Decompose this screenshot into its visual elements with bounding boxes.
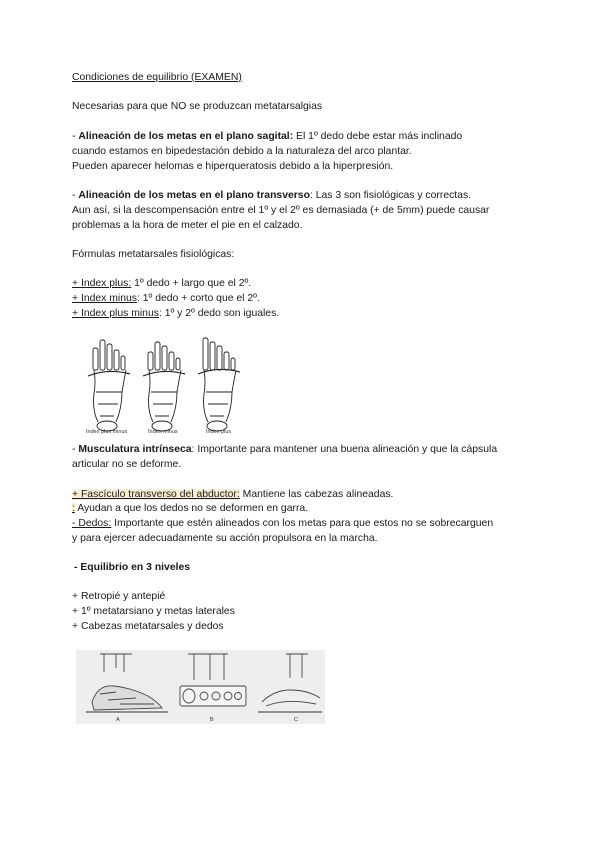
fasciculo-line	[72, 488, 393, 502]
figure2-label: A	[116, 717, 120, 723]
transverso-prefix: -	[72, 190, 79, 201]
sagital-line3: Pueden aparecer helomas e hiperqueratosis debido a la hiperpresión.	[72, 161, 394, 172]
page-title: Condiciones de equilibrio (EXAMEN)	[72, 72, 242, 83]
figure2-label: B	[210, 717, 214, 723]
dedos-label: - Dedos:	[72, 518, 112, 529]
musculatura-label: Musculatura intrínseca	[78, 444, 192, 455]
formula-item	[72, 307, 279, 321]
formula-item	[72, 277, 251, 291]
equilibrium-illustration	[76, 650, 325, 724]
sagital-line2: cuando estamos en bipedestación debido a la naturaleza del arco plantar.	[72, 146, 412, 157]
foot-skeleton-3	[203, 338, 236, 431]
equilibrio-item: + 1º metatarsiano y metas laterales	[72, 606, 235, 617]
transverso-paragraph	[72, 189, 471, 203]
formula-label: + Index minus	[72, 293, 137, 304]
colon-label: :	[72, 503, 75, 514]
foot-skeleton-1	[93, 340, 126, 431]
figure1-caption: Index minus	[148, 429, 178, 434]
sagital-prefix: -	[72, 131, 79, 142]
equilibrium-figure	[76, 650, 325, 724]
colon-text: Ayudan a que los dedos no se deformen en garra.	[74, 503, 309, 514]
colon-line	[72, 502, 308, 516]
equilibrio-heading: - Equilibrio en 3 niveles	[74, 562, 191, 573]
formula-text: : 1º y 2º dedo son iguales.	[158, 308, 280, 319]
equilibrio-item: + Cabezas metatarsales y dedos	[72, 621, 224, 632]
formula-text: 1º dedo + largo que el 2º.	[131, 278, 252, 289]
foot-skeleton-2	[148, 342, 181, 431]
formula-item	[72, 292, 260, 306]
sagital-paragraph	[72, 130, 462, 144]
formula-text: : 1º dedo + corto que el 2º.	[136, 293, 260, 304]
musculatura-paragraph	[72, 443, 497, 457]
metatarsal-formulas-figure	[78, 330, 258, 434]
sagital-label: Alineación de los metas en el plano sagital:	[78, 131, 294, 142]
transverso-line3: problemas a la hora de meter el pie en el calzado.	[72, 220, 303, 231]
dedos-line2: y para ejercer adecuadamente su acción propulsora en la marcha.	[72, 533, 378, 544]
fasciculo-label: + Fascículo transverso del abductor:	[72, 489, 240, 500]
intro-text: Necesarias para que NO se produzcan metatarsalgias	[72, 101, 323, 112]
figure1-caption: Index plus	[206, 429, 232, 434]
foot-skeletons-illustration	[78, 330, 258, 434]
transverso-line2: Aun así, si la descompensación entre el 1º y el 2º es demasiada (+ de 5mm) puede causar	[72, 205, 490, 216]
dedos-line	[72, 517, 493, 531]
sagital-text: El 1º dedo debe estar más inclinado	[293, 131, 463, 142]
formulas-heading: Fórmulas metatarsales fisiológicas:	[72, 249, 235, 260]
musculatura-line2: articular no se deforme.	[72, 459, 182, 470]
transverso-text: : Las 3 son fisiológicas y correctas.	[309, 190, 472, 201]
musculatura-prefix: -	[72, 444, 79, 455]
musculatura-text: : Importante para mantener una buena alineación y que la cápsula	[191, 444, 498, 455]
dedos-text: Importante que estén alineados con los metas para que estos no se sobrecarguen	[111, 518, 494, 529]
formula-label: + Index plus minus	[72, 308, 159, 319]
figure1-caption: Index plus minus	[86, 429, 128, 434]
formula-label: + Index plus:	[72, 278, 132, 289]
fasciculo-text: Mantiene las cabezas alineadas.	[239, 489, 394, 500]
figure2-label: C	[294, 717, 298, 723]
equilibrio-item: + Retropié y antepié	[72, 591, 166, 602]
transverso-label: Alineación de los metas en el plano transverso	[78, 190, 310, 201]
